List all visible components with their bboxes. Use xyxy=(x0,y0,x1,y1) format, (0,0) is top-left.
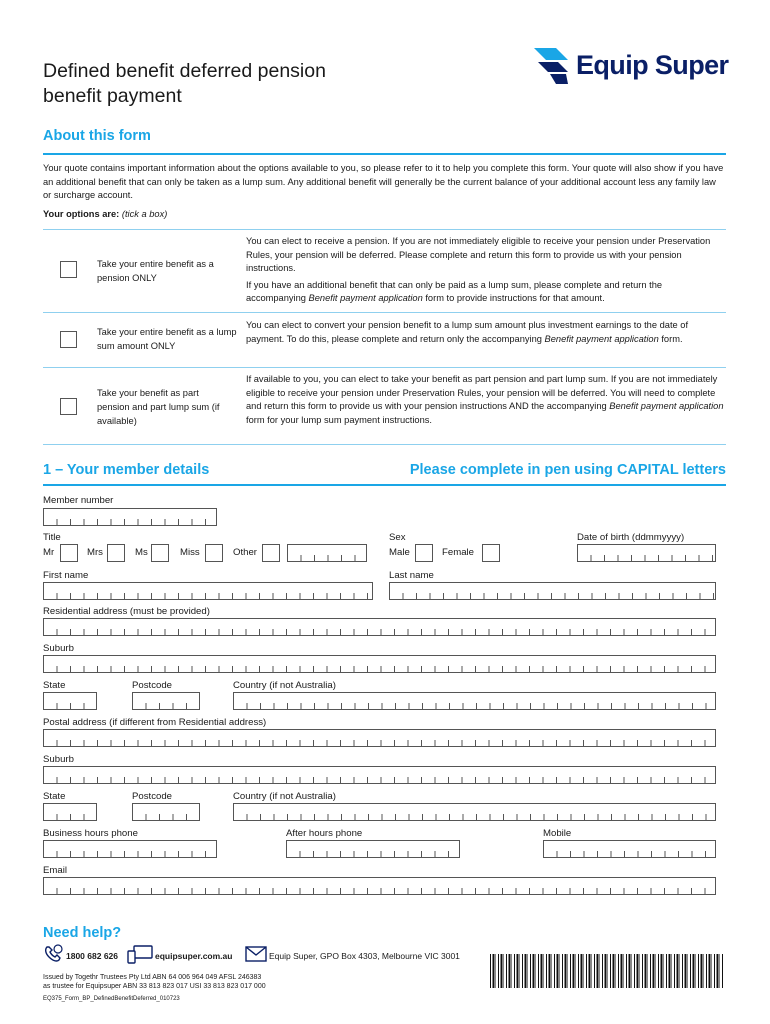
capital-letters-instruction: Please complete in pen using CAPITAL letters xyxy=(409,462,726,478)
postcode-label: Postcode xyxy=(132,680,173,691)
issued-by-line1: Issued by Togethr Trustees Pty Ltd ABN 64 006 964 049 AFSL 246383 xyxy=(43,974,262,981)
mobile-input[interactable] xyxy=(543,840,716,858)
miss-label: Miss xyxy=(180,547,200,558)
other-title-input[interactable] xyxy=(287,544,367,562)
postal-suburb-input[interactable] xyxy=(43,766,716,784)
envelope-icon xyxy=(245,946,267,962)
form-code: EQ375_Form_BP_DefinedBenefitDeferred_010723 xyxy=(43,996,180,1002)
male-label: Male xyxy=(389,547,410,558)
help-website[interactable]: equipsuper.com.au xyxy=(155,951,233,961)
member-rule xyxy=(43,484,726,486)
business-phone-label: Business hours phone xyxy=(43,828,138,839)
part-pension-checkbox[interactable] xyxy=(60,398,77,415)
option-description: If available to you, you can elect to take your benefit as part pension and part lump sum. If you are not immediately eligible to receive your pension under Preservation Rules, your pension will be deferred. You will need to complete and return this form to provide us with your pension instructions AND the accompanying Benefit payment application form for your lump sum payment instructions. xyxy=(246,374,724,425)
member-number-input[interactable] xyxy=(43,508,217,526)
last-name-input[interactable] xyxy=(389,582,716,600)
mrs-label: Mrs xyxy=(87,547,103,558)
postal-postcode-input[interactable] xyxy=(132,803,200,821)
male-checkbox[interactable] xyxy=(415,544,433,562)
postal-suburb-label: Suburb xyxy=(43,754,74,765)
issued-by-line2: as trustee for Equipsuper ABN 33 813 823 017 USI 33 813 823 017 000 xyxy=(43,983,266,990)
residential-address-input[interactable] xyxy=(43,618,716,636)
first-name-label: First name xyxy=(43,570,89,581)
first-name-input[interactable] xyxy=(43,582,373,600)
postal-country-input[interactable] xyxy=(233,803,716,821)
postcode-input[interactable] xyxy=(132,692,200,710)
suburb-input[interactable] xyxy=(43,655,716,673)
other-checkbox[interactable] xyxy=(262,544,280,562)
help-phone[interactable]: 1800 682 626 xyxy=(66,951,118,961)
about-rule xyxy=(43,153,726,155)
other-label: Other xyxy=(233,547,257,558)
miss-checkbox[interactable] xyxy=(205,544,223,562)
email-input[interactable] xyxy=(43,877,716,895)
suburb-label: Suburb xyxy=(43,643,74,654)
option-label: Take your benefit as part pension and part lump sum (if available) xyxy=(97,388,220,426)
need-help-heading: Need help? xyxy=(43,925,122,941)
ms-label: Ms xyxy=(135,547,148,558)
member-details-heading: 1 – Your member details xyxy=(43,462,210,478)
title-label: Title xyxy=(43,532,61,543)
equip-logo-mark-icon xyxy=(534,48,570,84)
about-heading: About this form xyxy=(43,128,151,144)
about-intro: Your quote contains important information about the options available to you, so please refer to it to help you complete this form. Your quote will also show if you have an additional benefit that can only be taken as a lump sum. Any additional benefit will generally be the current balance of your additional account less any family law or surcharge account. xyxy=(43,163,724,201)
option-label: Take your entire benefit as a lump sum amount ONLY xyxy=(97,327,237,351)
business-phone-input[interactable] xyxy=(43,840,217,858)
option-row-pension xyxy=(43,229,726,312)
equip-super-logo xyxy=(534,46,730,86)
lump-sum-only-checkbox[interactable] xyxy=(60,331,77,348)
residential-address-label: Residential address (must be provided) xyxy=(43,606,210,617)
mr-checkbox[interactable] xyxy=(60,544,78,562)
postal-country-label: Country (if not Australia) xyxy=(233,791,336,802)
option-description: You can elect to convert your pension benefit to a lump sum amount plus investment earnings to the date of payment. To do this, please complete and return only the accompanying Benefit payment application form. xyxy=(246,320,689,344)
option-row-part-pension xyxy=(43,367,726,445)
state-input[interactable] xyxy=(43,692,97,710)
state-label: State xyxy=(43,680,66,691)
postal-state-input[interactable] xyxy=(43,803,97,821)
postal-state-label: State xyxy=(43,791,66,802)
country-input[interactable] xyxy=(233,692,716,710)
ms-checkbox[interactable] xyxy=(151,544,169,562)
last-name-label: Last name xyxy=(389,570,434,581)
option-row-lump-sum xyxy=(43,312,726,367)
mr-label: Mr xyxy=(43,547,55,558)
phone-icon xyxy=(43,944,65,964)
option-description: You can elect to receive a pension. If you are not immediately eligible to receive your pension under Preservation Rules, your pension will be deferred. Please complete and return this form to provide us with your pension instructions. If you have an additional benefit that can only be paid as a lump sum, please complete and return the accompanying Benefit payment application form to provide instructions for that amount. xyxy=(246,236,711,304)
country-label: Country (if not Australia) xyxy=(233,680,336,691)
postal-address-input[interactable] xyxy=(43,729,716,747)
logo-wordmark: Equip Super xyxy=(576,50,729,80)
dob-label: Date of birth (ddmmyyyy) xyxy=(577,532,685,543)
option-label: Take your entire benefit as a pension ONLY xyxy=(97,259,214,283)
pension-only-checkbox[interactable] xyxy=(60,261,77,278)
female-checkbox[interactable] xyxy=(482,544,500,562)
mrs-checkbox[interactable] xyxy=(107,544,125,562)
mobile-label: Mobile xyxy=(543,828,572,839)
after-hours-phone-label: After hours phone xyxy=(286,828,363,839)
after-hours-phone-input[interactable] xyxy=(286,840,460,858)
sex-label: Sex xyxy=(389,532,406,543)
email-label: Email xyxy=(43,865,67,876)
page-title: Defined benefit deferred pension benefit payment xyxy=(43,60,326,107)
postal-postcode-label: Postcode xyxy=(132,791,173,802)
devices-icon xyxy=(126,945,154,965)
female-label: Female xyxy=(442,547,474,558)
postal-address-label: Postal address (if different from Residential address) xyxy=(43,717,267,728)
member-number-label: Member number xyxy=(43,495,114,506)
dob-input[interactable] xyxy=(577,544,716,562)
help-mail-address: Equip Super, GPO Box 4303, Melbourne VIC 3001 xyxy=(269,951,460,961)
barcode xyxy=(490,954,724,988)
options-label: Your options are: (tick a box) xyxy=(43,209,168,219)
